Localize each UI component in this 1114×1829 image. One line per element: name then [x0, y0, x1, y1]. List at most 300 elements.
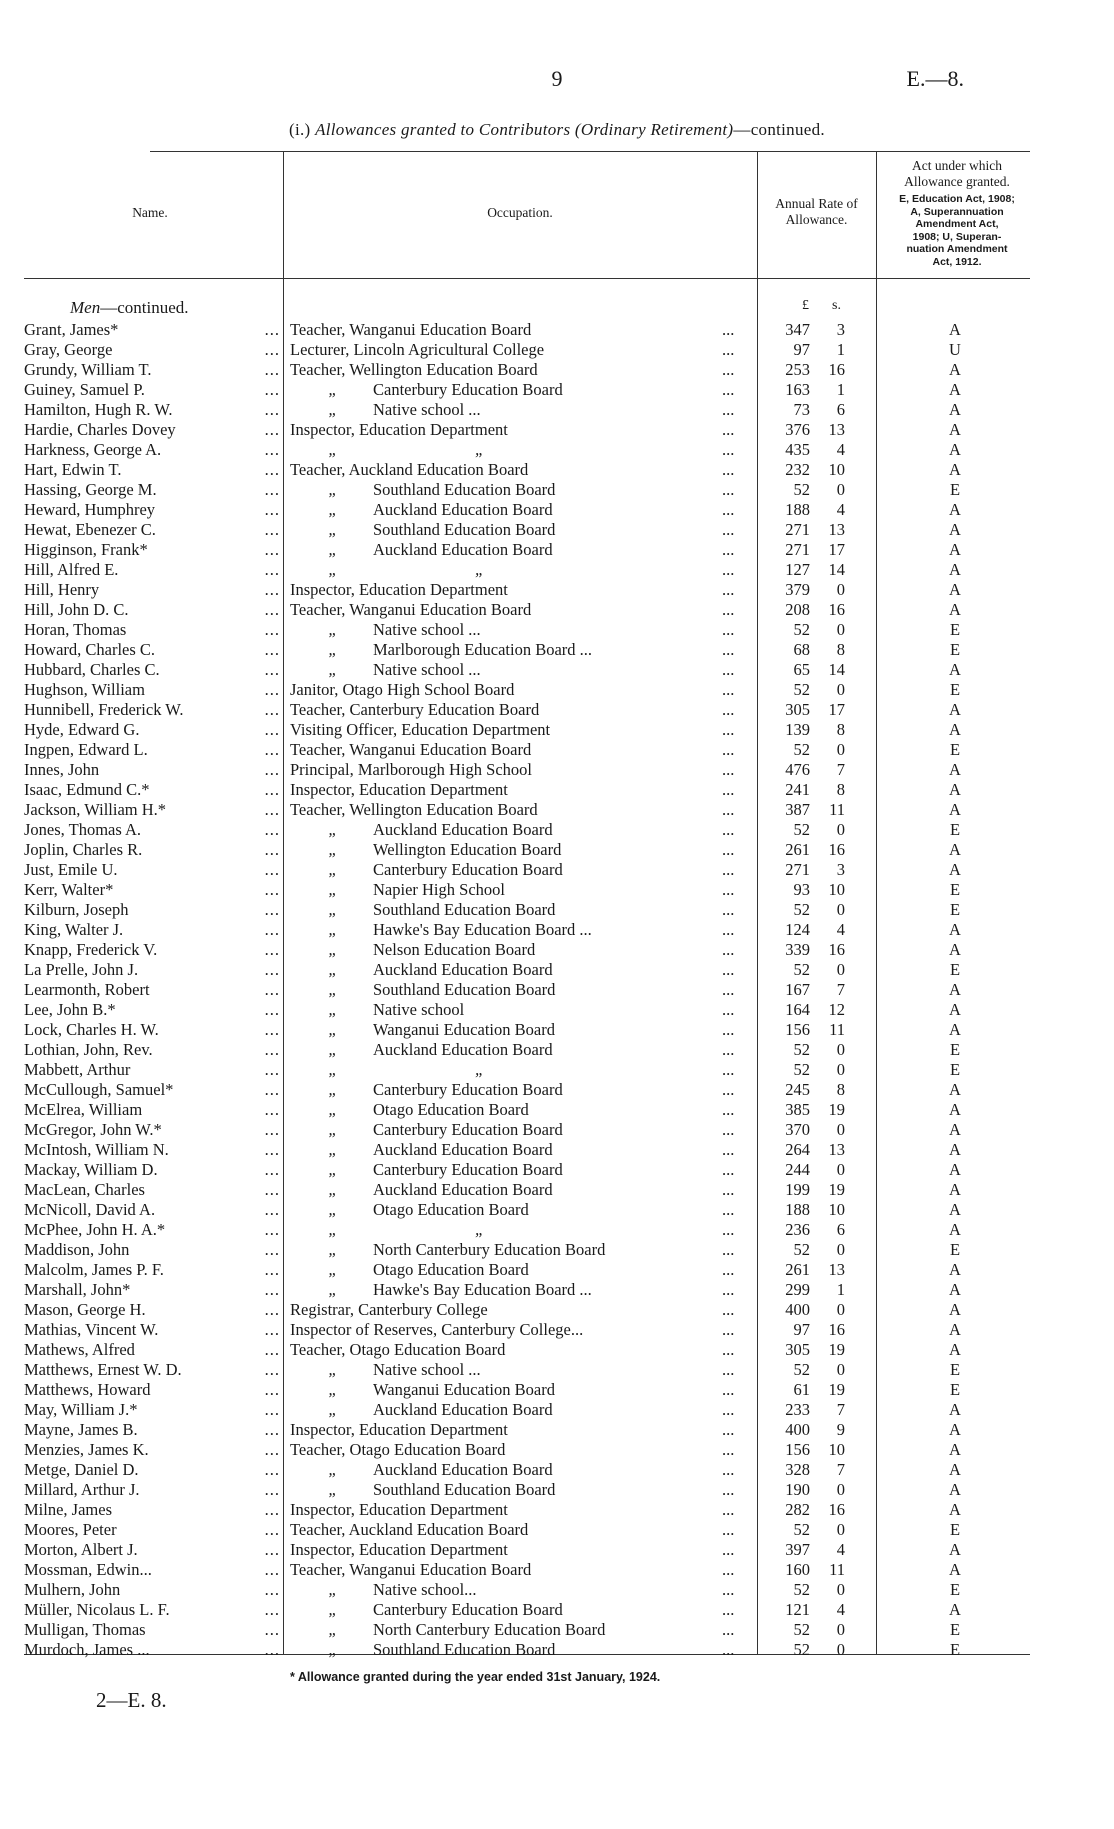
allowance-shillings: 4	[836, 1540, 845, 1559]
ditto-mark: „	[328, 1180, 338, 1199]
table-row	[0, 1100, 1114, 1120]
contributor-name: Higginson, Frank*	[24, 540, 148, 559]
leader-dots: ...	[722, 960, 735, 979]
contributor-name: Matthews, Ernest W. D.	[24, 1360, 182, 1379]
section-label	[70, 298, 189, 318]
leader-dots: ...	[264, 400, 280, 419]
occupation: Teacher, Auckland Education Board	[290, 1520, 529, 1539]
occupation: Canterbury Education Board	[373, 860, 563, 879]
occupation: Napier High School	[373, 880, 505, 899]
leader-dots: ...	[722, 620, 735, 639]
table-row	[0, 1180, 1114, 1200]
allowance-pounds: 68	[793, 640, 810, 659]
act-code: E	[949, 1640, 961, 1659]
allowance-pounds: 261	[785, 1260, 810, 1279]
act-code: A	[949, 420, 961, 439]
table-row	[0, 480, 1114, 500]
allowance-pounds: 236	[785, 1220, 810, 1239]
allowance-shillings: 14	[828, 660, 845, 679]
allowance-pounds: 97	[793, 340, 810, 359]
leader-dots: ...	[264, 1440, 280, 1459]
pound-unit: £	[802, 298, 809, 313]
header-act-legend-3: Amendment Act,	[915, 218, 999, 230]
header-act-line-2: Allowance granted.	[904, 174, 1010, 189]
contributor-name: Just, Emile U.	[24, 860, 118, 879]
leader-dots: ...	[264, 620, 280, 639]
contributor-name: Mabbett, Arthur	[24, 1060, 131, 1079]
leader-dots: ...	[264, 780, 280, 799]
allowance-pounds: 387	[785, 800, 810, 819]
ditto-mark: „	[328, 1120, 338, 1139]
ditto-mark: „	[328, 520, 338, 539]
allowance-shillings: 8	[836, 1080, 845, 1099]
leader-dots: ...	[264, 700, 280, 719]
allowance-pounds: 244	[785, 1160, 810, 1179]
contributor-name: King, Walter J.	[24, 920, 124, 939]
leader-dots: ...	[264, 320, 280, 339]
ditto-mark: „	[328, 1220, 338, 1239]
occupation: Teacher, Wanganui Education Board	[290, 600, 532, 619]
occupation: Native school ...	[373, 400, 481, 419]
table-row	[0, 320, 1114, 340]
occupation: Native school ...	[373, 660, 481, 679]
contributor-name: McGregor, John W.*	[24, 1120, 162, 1139]
contributor-name: Grundy, William T.	[24, 360, 152, 379]
allowance-shillings: 0	[836, 580, 845, 599]
ditto-mark: „	[328, 1640, 338, 1659]
allowance-shillings: 13	[828, 1140, 845, 1159]
leader-dots: ...	[264, 1300, 280, 1319]
leader-dots: ...	[722, 440, 735, 459]
leader-dots: ...	[264, 680, 280, 699]
act-code: A	[949, 840, 961, 859]
header-act-line-1: Act under which	[912, 158, 1002, 173]
leader-dots: ...	[722, 560, 735, 579]
contributor-name: Learmonth, Robert	[24, 980, 150, 999]
ditto-mark: „	[475, 560, 485, 579]
contributor-name: Knapp, Frederick V.	[24, 940, 158, 959]
ditto-mark: „	[328, 400, 338, 419]
leader-dots: ...	[722, 1540, 735, 1559]
header-rate	[757, 196, 876, 228]
leader-dots: ...	[264, 340, 280, 359]
allowance-shillings: 14	[828, 560, 845, 579]
allowance-pounds: 52	[793, 680, 810, 699]
ditto-mark: „	[328, 560, 338, 579]
leader-dots: ...	[722, 760, 735, 779]
occupation: Auckland Education Board	[373, 820, 553, 839]
act-code: A	[949, 1420, 961, 1439]
act-code: E	[949, 1040, 961, 1059]
header-top-rule	[150, 151, 1030, 152]
leader-dots: ...	[264, 1100, 280, 1119]
leader-dots: ...	[264, 1000, 280, 1019]
act-code: A	[949, 1560, 961, 1579]
table-row	[0, 660, 1114, 680]
leader-dots: ...	[722, 1220, 735, 1239]
allowance-pounds: 305	[785, 1340, 810, 1359]
allowance-shillings: 7	[836, 760, 845, 779]
occupation: Visiting Officer, Education Department	[290, 720, 551, 739]
allowance-shillings: 6	[836, 400, 845, 419]
table-row	[0, 400, 1114, 420]
table-row	[0, 600, 1114, 620]
contributor-name: Millard, Arthur J.	[24, 1480, 140, 1499]
leader-dots: ...	[264, 540, 280, 559]
table-row	[0, 860, 1114, 880]
contributor-name: Mason, George H.	[24, 1300, 146, 1319]
leader-dots: ...	[264, 640, 280, 659]
allowance-pounds: 400	[785, 1420, 810, 1439]
contributor-name: Mulhern, John	[24, 1580, 121, 1599]
allowance-shillings: 16	[828, 940, 845, 959]
table-row	[0, 1220, 1114, 1240]
leader-dots: ...	[722, 900, 735, 919]
allowance-shillings: 1	[836, 380, 845, 399]
occupation: Wanganui Education Board	[373, 1380, 555, 1399]
allowance-shillings: 0	[836, 1040, 845, 1059]
act-code: E	[949, 620, 961, 639]
occupation: Canterbury Education Board	[373, 1120, 563, 1139]
contributor-name: Jones, Thomas A.	[24, 820, 142, 839]
act-code: A	[949, 700, 961, 719]
table-row	[0, 340, 1114, 360]
occupation: Auckland Education Board	[373, 1460, 553, 1479]
occupation: Native school ...	[373, 1360, 481, 1379]
leader-dots: ...	[264, 1540, 280, 1559]
allowance-pounds: 52	[793, 1240, 810, 1259]
ditto-mark: „	[328, 880, 338, 899]
allowance-pounds: 61	[793, 1380, 810, 1399]
act-code: E	[949, 740, 961, 759]
leader-dots: ...	[264, 380, 280, 399]
contributor-name: Hill, Henry	[24, 580, 100, 599]
contributor-name: Hill, John D. C.	[24, 600, 129, 619]
contributor-name: La Prelle, John J.	[24, 960, 139, 979]
table-row	[0, 1340, 1114, 1360]
table-row	[0, 1620, 1114, 1640]
allowance-pounds: 167	[785, 980, 810, 999]
table-row	[0, 420, 1114, 440]
allowance-pounds: 370	[785, 1120, 810, 1139]
leader-dots: ...	[722, 1600, 735, 1619]
contributor-name: Murdoch, James ...	[24, 1640, 150, 1659]
leader-dots: ...	[722, 840, 735, 859]
act-code: A	[949, 720, 961, 739]
act-code: A	[949, 400, 961, 419]
allowance-shillings: 8	[836, 720, 845, 739]
act-code: A	[949, 1080, 961, 1099]
header-act-legend	[877, 193, 1037, 268]
occupation: Auckland Education Board	[373, 1140, 553, 1159]
allowance-pounds: 124	[785, 920, 810, 939]
table-row	[0, 580, 1114, 600]
header-act-legend-1: E, Education Act, 1908;	[899, 193, 1015, 205]
table-row	[0, 1440, 1114, 1460]
header-bottom-rule	[24, 278, 1030, 279]
header-act-legend-6: Act, 1912.	[932, 255, 982, 268]
contributor-name: Guiney, Samuel P.	[24, 380, 145, 399]
act-code: A	[949, 980, 961, 999]
table-row	[0, 640, 1114, 660]
leader-dots: ...	[264, 880, 280, 899]
occupation: Teacher, Auckland Education Board	[290, 460, 529, 479]
leader-dots: ...	[722, 680, 735, 699]
leader-dots: ...	[264, 360, 280, 379]
leader-dots: ...	[264, 1640, 280, 1659]
act-code: A	[949, 1320, 961, 1339]
ditto-mark: „	[328, 1160, 338, 1179]
contributor-name: Morton, Albert J.	[24, 1540, 138, 1559]
leader-dots: ...	[264, 1140, 280, 1159]
leader-dots: ...	[264, 1620, 280, 1639]
table-row	[0, 500, 1114, 520]
leader-dots: ...	[722, 1120, 735, 1139]
act-code: E	[949, 480, 961, 499]
table-row	[0, 760, 1114, 780]
contributor-name: Jackson, William H.*	[24, 800, 167, 819]
table-row	[0, 800, 1114, 820]
act-code: E	[949, 1620, 961, 1639]
leader-dots: ...	[722, 1160, 735, 1179]
ditto-mark: „	[328, 440, 338, 459]
contributor-name: Mathias, Vincent W.	[24, 1320, 159, 1339]
allowance-shillings: 8	[836, 780, 845, 799]
contributor-name: Moores, Peter	[24, 1520, 117, 1539]
allowance-pounds: 271	[785, 860, 810, 879]
allowance-pounds: 208	[785, 600, 810, 619]
table-row	[0, 960, 1114, 980]
leader-dots: ...	[264, 820, 280, 839]
allowance-pounds: 253	[785, 360, 810, 379]
allowance-pounds: 233	[785, 1400, 810, 1419]
allowance-shillings: 11	[829, 1020, 845, 1039]
leader-dots: ...	[722, 1100, 735, 1119]
leader-dots: ...	[264, 500, 280, 519]
allowance-shillings: 1	[836, 340, 845, 359]
leader-dots: ...	[722, 1040, 735, 1059]
occupation: Auckland Education Board	[373, 1040, 553, 1059]
act-code: E	[949, 900, 961, 919]
leader-dots: ...	[264, 1160, 280, 1179]
allowance-pounds: 190	[785, 1480, 810, 1499]
allowance-pounds: 52	[793, 480, 810, 499]
leader-dots: ...	[722, 1260, 735, 1279]
occupation: Teacher, Wellington Education Board	[290, 800, 538, 819]
allowance-shillings: 16	[828, 600, 845, 619]
ditto-mark: „	[328, 620, 338, 639]
table-row	[0, 520, 1114, 540]
leader-dots: ...	[264, 1060, 280, 1079]
contributor-name: Kilburn, Joseph	[24, 900, 129, 919]
leader-dots: ...	[264, 1120, 280, 1139]
allowance-pounds: 299	[785, 1280, 810, 1299]
ditto-mark: „	[328, 840, 338, 859]
occupation: Inspector, Education Department	[290, 580, 508, 599]
act-code: E	[949, 820, 961, 839]
leader-dots: ...	[264, 520, 280, 539]
contributor-name: Hunnibell, Frederick W.	[24, 700, 184, 719]
allowance-pounds: 245	[785, 1080, 810, 1099]
table-row	[0, 720, 1114, 740]
act-code: A	[949, 520, 961, 539]
occupation: Wellington Education Board	[373, 840, 562, 859]
occupation: Native school...	[373, 1580, 477, 1599]
leader-dots: ...	[722, 1180, 735, 1199]
leader-dots: ...	[722, 1620, 735, 1639]
occupation: Inspector, Education Department	[290, 1540, 508, 1559]
allowance-shillings: 13	[828, 420, 845, 439]
occupation: Hawke's Bay Education Board ...	[373, 920, 592, 939]
leader-dots: ...	[264, 1380, 280, 1399]
allowance-pounds: 271	[785, 540, 810, 559]
allowance-pounds: 199	[785, 1180, 810, 1199]
contributor-name: Menzies, James K.	[24, 1440, 149, 1459]
contributor-name: Hewat, Ebenezer C.	[24, 520, 156, 539]
table-row	[0, 1020, 1114, 1040]
table-row	[0, 1600, 1114, 1620]
contributor-name: Lothian, John, Rev.	[24, 1040, 153, 1059]
table-row	[0, 1160, 1114, 1180]
allowance-pounds: 305	[785, 700, 810, 719]
occupation: Auckland Education Board	[373, 540, 553, 559]
leader-dots: ...	[264, 580, 280, 599]
allowance-pounds: 188	[785, 1200, 810, 1219]
ditto-mark: „	[328, 1240, 338, 1259]
ditto-mark: „	[328, 1600, 338, 1619]
table-row	[0, 740, 1114, 760]
leader-dots: ...	[264, 840, 280, 859]
leader-dots: ...	[722, 940, 735, 959]
allowance-shillings: 19	[828, 1340, 845, 1359]
allowance-shillings: 8	[836, 640, 845, 659]
act-code: A	[949, 580, 961, 599]
contributor-name: Heward, Humphrey	[24, 500, 156, 519]
contributor-name: Hughson, William	[24, 680, 145, 699]
leader-dots: ...	[264, 1240, 280, 1259]
ditto-mark: „	[328, 640, 338, 659]
allowance-shillings: 3	[836, 320, 845, 339]
contributor-name: Metge, Daniel D.	[24, 1460, 139, 1479]
leader-dots: ...	[264, 1320, 280, 1339]
act-code: A	[949, 800, 961, 819]
leader-dots: ...	[722, 580, 735, 599]
act-code: U	[949, 340, 961, 359]
contributor-name: Horan, Thomas	[24, 620, 127, 639]
leader-dots: ...	[722, 400, 735, 419]
allowance-pounds: 97	[793, 1320, 810, 1339]
leader-dots: ...	[264, 800, 280, 819]
contributor-name: McIntosh, William N.	[24, 1140, 169, 1159]
occupation: Native school	[373, 1000, 465, 1019]
act-code: E	[949, 1380, 961, 1399]
allowance-shillings: 19	[828, 1180, 845, 1199]
table-row	[0, 1300, 1114, 1320]
header-rate-line-1: Annual Rate of	[775, 196, 858, 211]
leader-dots: ...	[722, 1480, 735, 1499]
table-row	[0, 680, 1114, 700]
leader-dots: ...	[264, 1040, 280, 1059]
leader-dots: ...	[722, 980, 735, 999]
allowance-pounds: 379	[785, 580, 810, 599]
leader-dots: ...	[722, 780, 735, 799]
contributor-name: Grant, James*	[24, 320, 119, 339]
leader-dots: ...	[264, 940, 280, 959]
table-row	[0, 920, 1114, 940]
document-reference: E.—8.	[906, 66, 964, 91]
section-label-main: Men	[70, 298, 101, 317]
act-code: E	[949, 1520, 961, 1539]
leader-dots: ...	[264, 1520, 280, 1539]
table-title	[0, 120, 1114, 140]
contributor-name: Matthews, Howard	[24, 1380, 151, 1399]
contributor-name: Lock, Charles H. W.	[24, 1020, 159, 1039]
allowance-shillings: 17	[828, 700, 845, 719]
contributor-name: Hamilton, Hugh R. W.	[24, 400, 173, 419]
allowance-shillings: 4	[836, 1600, 845, 1619]
table-row	[0, 1420, 1114, 1440]
contributor-name: Marshall, John*	[24, 1280, 131, 1299]
ditto-mark: „	[328, 1080, 338, 1099]
ditto-mark: „	[328, 1460, 338, 1479]
ditto-mark: „	[328, 940, 338, 959]
table-row	[0, 1240, 1114, 1260]
ditto-mark: „	[328, 1040, 338, 1059]
table-row	[0, 1120, 1114, 1140]
leader-dots: ...	[722, 720, 735, 739]
occupation: Teacher, Wellington Education Board	[290, 360, 538, 379]
allowance-shillings: 16	[828, 840, 845, 859]
leader-dots: ...	[722, 1000, 735, 1019]
header-act-legend-5: nuation Amendment	[906, 243, 1008, 255]
leader-dots: ...	[264, 1500, 280, 1519]
occupation: Lecturer, Lincoln Agricultural College	[290, 340, 545, 359]
leader-dots: ...	[722, 1520, 735, 1539]
allowance-pounds: 476	[785, 760, 810, 779]
allowance-shillings: 0	[836, 1300, 845, 1319]
leader-dots: ...	[722, 920, 735, 939]
leader-dots: ...	[264, 660, 280, 679]
page-number: 9	[551, 66, 563, 91]
allowance-pounds: 160	[785, 1560, 810, 1579]
allowance-shillings: 16	[828, 360, 845, 379]
table-row	[0, 1040, 1114, 1060]
contributor-name: Innes, John	[24, 760, 100, 779]
occupation: Inspector, Education Department	[290, 1500, 508, 1519]
contributor-name: Mossman, Edwin...	[24, 1560, 152, 1579]
ditto-mark: „	[328, 1280, 338, 1299]
act-code: A	[949, 1460, 961, 1479]
table-row	[0, 900, 1114, 920]
act-code: A	[949, 460, 961, 479]
occupation: Auckland Education Board	[373, 1180, 553, 1199]
table-row	[0, 540, 1114, 560]
table-row	[0, 1080, 1114, 1100]
contributor-name: MacLean, Charles	[24, 1180, 145, 1199]
allowance-pounds: 121	[785, 1600, 810, 1619]
occupation: Inspector, Education Department	[290, 1420, 508, 1439]
occupation: Auckland Education Board	[373, 1400, 553, 1419]
leader-dots: ...	[264, 560, 280, 579]
act-code: A	[949, 1260, 961, 1279]
ditto-mark: „	[328, 1360, 338, 1379]
occupation: Marlborough Education Board ...	[373, 640, 593, 659]
act-code: E	[949, 1580, 961, 1599]
leader-dots: ...	[722, 1380, 735, 1399]
ditto-mark: „	[328, 1140, 338, 1159]
table-row	[0, 1500, 1114, 1520]
leader-dots: ...	[264, 1560, 280, 1579]
